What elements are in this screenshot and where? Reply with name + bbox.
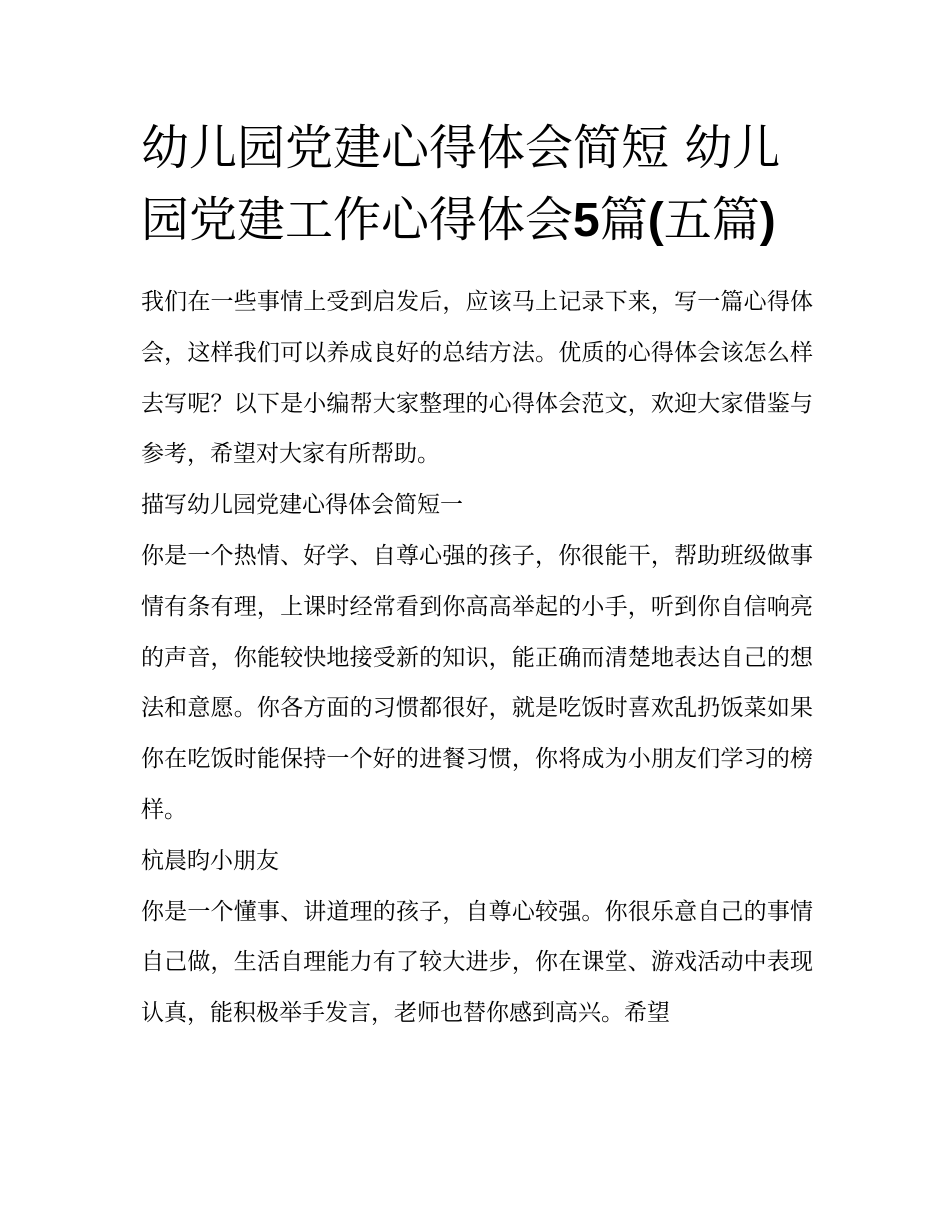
title-text-part1: 幼儿园党建心得体会简短 幼儿园党建工作心得体会 bbox=[141, 120, 781, 248]
title-paren-open: ( bbox=[647, 194, 664, 247]
intro-paragraph: 我们在一些事情上受到启发后，应该马上记录下来，写一篇心得体会，这样我们可以养成良好的总结方法。优质的心得体会该怎么样去写呢？以下是小编帮大家整理的心得体会范文，欢迎大家借鉴与参考，希望对大家有所帮助。 bbox=[141, 289, 813, 468]
document-body bbox=[141, 277, 813, 1039]
document-page bbox=[141, 112, 813, 1039]
title-text-part3: 五篇 bbox=[663, 192, 760, 248]
comment-paragraph-2: 你是一个懂事、讲道理的孩子，自尊心较强。你很乐意自己的事情自己做，生活自理能力有了较大进步，你在课堂、游戏活动中表现认真，能积极举手发言，老师也替你感到高兴。希望 bbox=[141, 898, 813, 1027]
title-number: 5 bbox=[573, 194, 600, 247]
title-paren-close: ) bbox=[759, 194, 776, 247]
document-title bbox=[141, 112, 813, 257]
title-text-part2: 篇 bbox=[599, 192, 648, 248]
comment-paragraph-1: 你是一个热情、好学、自尊心强的孩子，你很能干，帮助班级做事情有条有理，上课时经常看到你高高举起的小手，听到你自信响亮的声音，你能较快地接受新的知识，能正确而清楚地表达自己的想法和意愿。你各方面的习惯都很好，就是吃饭时喜欢乱扔饭菜如果你在吃饭时能保持一个好的进餐习惯，你将成为小朋友们学习的榜样。 bbox=[141, 542, 813, 823]
child-name: 杭晨昀小朋友 bbox=[141, 847, 279, 874]
section-heading: 描写幼儿园党建心得体会简短一 bbox=[141, 492, 463, 519]
